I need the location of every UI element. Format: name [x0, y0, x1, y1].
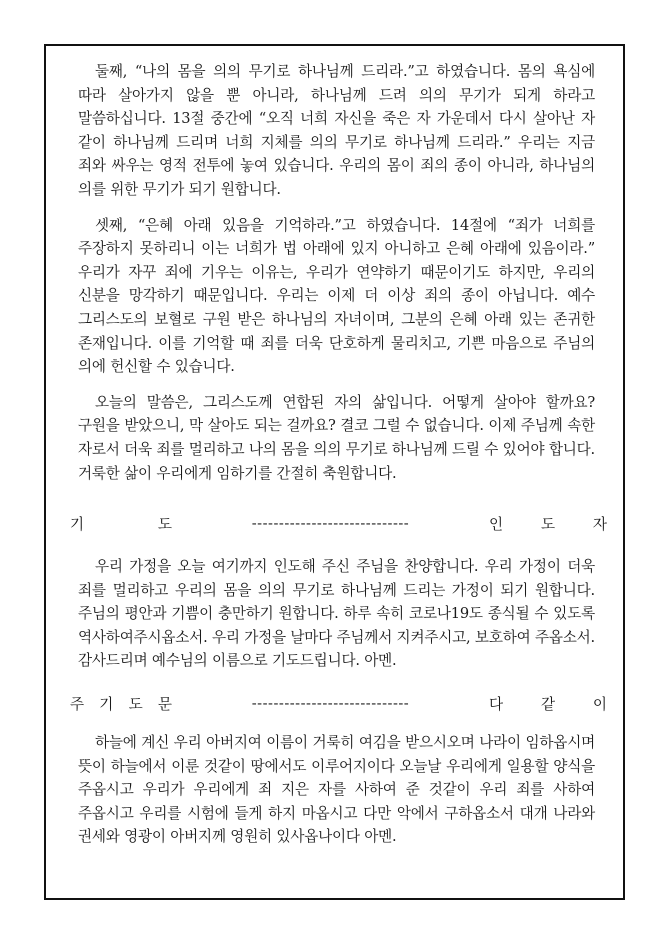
prayer-section-header [70, 511, 607, 535]
lords-prayer-header-title [70, 693, 172, 714]
header-dash-leader: ----------------------------- [251, 514, 410, 532]
lords-prayer-header-char: 주 [70, 695, 85, 713]
header-dash-leader: ----------------------------- [251, 694, 410, 712]
sermon-paragraph-second: 둘째, “나의 몸을 의의 무기로 하나님께 드리라.”고 하였습니다. 몸의 욕심에 따라 살아가지 않을 뿐 아니라, 하나님께 드려 의의 무기가 되게 하라고 말씀하십니다. 13절 중간에 “오직 너희 자신을 죽은 자 가운데서 다시 살아난 자 같이 하나님께 드리며 너희 지체를 의의 무기로 하나님께 드리라.” 우리는 지금 죄와 싸우는 영적 전투에 놓여 있습니다. 우리의 몸이 죄의 종이 아니라, 하나님의 의를 위한 무기가 되기 원합니다. [78, 63, 595, 198]
prayer-header-char: 도 [157, 515, 172, 533]
lords-prayer-header-char: 문 [157, 695, 172, 713]
lords-prayer-role-char: 이 [592, 695, 607, 713]
prayer-role-char: 도 [540, 515, 556, 533]
sermon-paragraph-conclusion: 오늘의 말씀은, 그리스도께 연합된 자의 삶입니다. 어떻게 살아야 할까요? 구원을 받았으니, 막 살아도 되는 걸까요? 결코 그럴 수 없습니다. 이제 주님께 속한 자로서 더욱 죄를 멀리하고 나의 몸을 의의 무기로 하나님께 드릴 수 있어야 합니다. 거룩한 삶이 우리에게 임하기를 간절히 축원합니다. [78, 393, 595, 482]
prayer-header-char: 기 [70, 515, 85, 533]
lords-prayer-role-char: 다 [489, 695, 504, 713]
prayer-role-char: 자 [592, 515, 607, 533]
prayer-role-char: 인 [489, 515, 504, 533]
prayer-body: 우리 가정을 오늘 여기까지 인도해 주신 주님을 찬양합니다. 우리 가정이 더욱 죄를 멀리하고 우리의 몸을 의의 무기로 하나님께 드리는 가정이 되기 원합니다. 주님의 평안과 기쁨이 충만하기 원합니다. 하루 속히 코로나19도 종식될 수 있도록 역사하여주시옵소서. 우리 가정을 날마다 주님께서 지켜주시고, 보호하여 주옵소서. 감사드리며 예수님의 이름으로 기도드립니다. 아멘. [78, 558, 595, 670]
prayer-header-leader-role [489, 513, 607, 534]
lords-prayer-header-char: 도 [128, 695, 143, 713]
document-content [70, 60, 607, 849]
prayer-header-title [70, 513, 172, 534]
lords-prayer-role-char: 같 [540, 695, 556, 713]
lords-prayer-body: 하늘에 계신 우리 아버지여 이름이 거룩히 여김을 받으시오며 나라이 임하옵시며 뜻이 하늘에서 이룬 것같이 땅에서도 이루어지이다 오늘날 우리에게 일용할 양식을 주옵시고 우리가 우리에게 죄 지은 자를 사하여 준 것같이 우리 죄를 사하여 주옵시고 우리를 시험에 들게 하지 마옵시고 다만 악에서 구하옵소서 대개 나라와 권세와 영광이 아버지께 영원히 있사옵나이다 아멘. [78, 734, 595, 846]
lords-prayer-header-char: 기 [99, 695, 114, 713]
lords-prayer-section-header [70, 691, 607, 715]
page-frame [44, 44, 625, 900]
sermon-paragraph-third: 셋째, “은혜 아래 있음을 기억하라.”고 하였습니다. 14절에 “죄가 너희를 주장하지 못하리니 이는 너희가 법 아래에 있지 아니하고 은혜 아래에 있음이라.” 우리가 자꾸 죄에 기우는 이유는, 우리가 연약하기 때문이기도 하지만, 우리의 신분을 망각하기 때문입니다. 우리는 이제 더 이상 죄의 종이 아닙니다. 예수 그리스도의 보혈로 구원 받은 하나님의 자녀이며, 그분의 은혜 아래 있는 존귀한 존재입니다. 이를 기억할 때 죄를 더욱 단호하게 물리치고, 기쁜 마음으로 주님의 의에 헌신할 수 있습니다. [78, 216, 595, 376]
lords-prayer-header-together [489, 693, 607, 714]
